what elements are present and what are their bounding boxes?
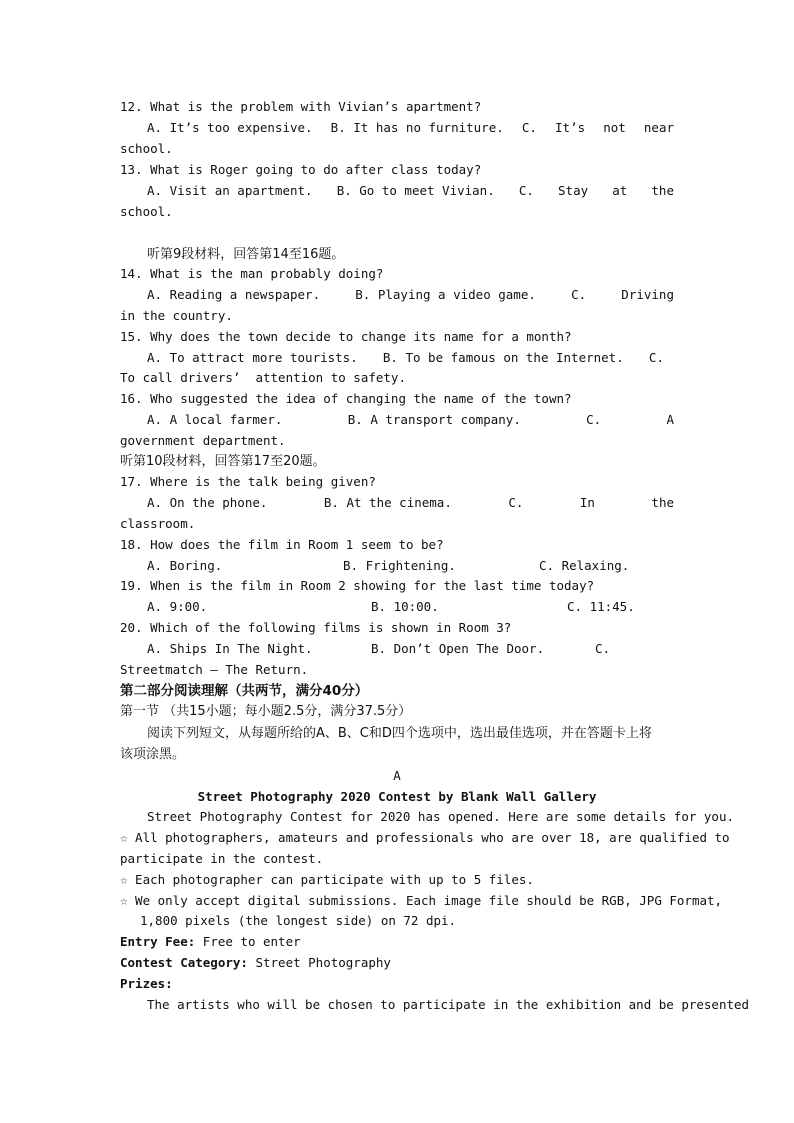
q16-option-a: A. A local farmer. — [147, 412, 283, 427]
q17-option-a: A. On the phone. — [147, 495, 268, 510]
q16-option-b: B. A transport company. — [347, 412, 521, 427]
q17-question: 17. Where is the talk being given? — [120, 474, 376, 489]
q13-option-a: A. Visit an apartment. — [147, 183, 313, 198]
q20-option-c: C. — [595, 641, 611, 656]
q17-option-c: C. — [508, 495, 524, 510]
q13-option-b: B. Go to meet Vivian. — [336, 183, 495, 198]
q13-option-c-word: at — [612, 183, 628, 198]
q12-option-c: C. — [521, 120, 537, 135]
q13-options — [147, 181, 674, 201]
passage-bullet-1: ☆ All photographers, amateurs and professionals who are over 18, are qualified to — [120, 830, 730, 845]
q15-option-b: B. To be famous on the Internet. — [382, 350, 624, 365]
q15-options — [147, 348, 664, 368]
q13-question: 13. What is Roger going to do after class today? — [120, 162, 482, 177]
q12-option-c-word: near — [643, 120, 674, 135]
entry-fee-label: Entry Fee: — [120, 934, 196, 949]
q18-option-a: A. Boring. — [147, 558, 223, 573]
q13-option-c: C. — [518, 183, 534, 198]
q12-question: 12. What is the problem with Vivian’s apartment? — [120, 99, 482, 114]
q17-options — [147, 493, 674, 513]
entry-fee-value: Free to enter — [195, 934, 301, 949]
passage-intro: Street Photography Contest for 2020 has opened. Here are some details for you. — [147, 809, 734, 824]
q12-continuation: school. — [120, 141, 173, 156]
q20-continuation: Streetmatch — The Return. — [120, 662, 309, 677]
q18-option-b: B. Frightening. — [343, 558, 456, 573]
q18-option-c: C. Relaxing. — [539, 558, 630, 573]
passage-letter: A — [393, 768, 401, 783]
listening-instruction-9: 听第9段材料，回答第14至16题。 — [147, 247, 345, 262]
passage-bullet-3: ☆ We only accept digital submissions. Each image file should be RGB, JPG Format, — [120, 893, 723, 908]
passage-bullet-1-cont: participate in the contest. — [120, 851, 324, 866]
q15-question: 15. Why does the town decide to change its name for a month? — [120, 329, 572, 344]
q20-option-a: A. Ships In The Night. — [147, 641, 313, 656]
prizes-text: The artists who will be chosen to participate in the exhibition and be presented — [147, 997, 750, 1012]
q17-option-b: B. At the cinema. — [323, 495, 452, 510]
q19-option-c: C. 11:45. — [567, 599, 635, 614]
q14-options — [147, 285, 674, 305]
q12-option-a: A. It’s too expensive. — [147, 120, 313, 135]
q15-option-a: A. To attract more tourists. — [147, 350, 358, 365]
q15-continuation: To call drivers’ attention to safety. — [120, 370, 406, 385]
passage-bullet-2: ☆ Each photographer can participate with up to 5 files. — [120, 872, 534, 887]
q12-option-b: B. It has no furniture. — [330, 120, 504, 135]
q17-option-c-word: the — [651, 495, 674, 510]
q12-option-c-word: not — [603, 120, 626, 135]
q17-continuation: classroom. — [120, 516, 196, 531]
contest-category-value: Street Photography — [247, 955, 391, 970]
q20-question: 20. Which of the following films is shown in Room 3? — [120, 620, 512, 635]
q14-option-a: A. Reading a newspaper. — [147, 287, 321, 302]
q20-option-b: B. Don’t Open The Door. — [371, 641, 545, 656]
q14-question: 14. What is the man probably doing? — [120, 266, 384, 281]
q19-question: 19. When is the film in Room 2 showing for the last time today? — [120, 578, 595, 593]
section1-heading: 第一节 （共15小题；每小题2.5分，满分37.5分） — [120, 704, 412, 719]
q17-option-c-word: In — [579, 495, 595, 510]
q14-continuation: in the country. — [120, 308, 233, 323]
q15-option-c: C. — [648, 350, 664, 365]
q12-options — [147, 118, 674, 138]
q16-option-c: C. — [586, 412, 602, 427]
reading-instruction: 阅读下列短文，从每题所给的A、B、C和D四个选项中，选出最佳选项，并在答题卡上将 — [147, 726, 652, 741]
q16-continuation: government department. — [120, 433, 286, 448]
q16-option-c-word: A — [666, 412, 674, 427]
q14-option-b: B. Playing a video game. — [355, 287, 536, 302]
q19-option-b: B. 10:00. — [371, 599, 439, 614]
q13-option-c-word: the — [651, 183, 674, 198]
passage-title: Street Photography 2020 Contest by Blank Wall Gallery — [197, 789, 597, 804]
part2-heading: 第二部分阅读理解（共两节，满分40分） — [120, 683, 369, 699]
q18-question: 18. How does the film in Room 1 seem to be? — [120, 537, 444, 552]
q13-option-c-word: Stay — [558, 183, 589, 198]
q12-option-c-word: It’s — [555, 120, 586, 135]
contest-category-line — [120, 953, 391, 973]
prizes-label: Prizes: — [120, 976, 173, 991]
reading-instruction-cont: 该项涂黑。 — [120, 747, 186, 762]
q16-question: 16. Who suggested the idea of changing the name of the town? — [120, 391, 572, 406]
q13-continuation: school. — [120, 204, 173, 219]
contest-category-label: Contest Category: — [120, 955, 248, 970]
q16-options — [147, 410, 674, 430]
q14-option-c-word: Driving — [621, 287, 674, 302]
q19-option-a: A. 9:00. — [147, 599, 208, 614]
entry-fee-line — [120, 932, 301, 952]
passage-bullet-3-cont: 1,800 pixels (the longest side) on 72 dpi. — [140, 913, 457, 928]
listening-instruction-10: 听第10段材料，回答第17至20题。 — [120, 454, 326, 469]
q14-option-c: C. — [571, 287, 587, 302]
